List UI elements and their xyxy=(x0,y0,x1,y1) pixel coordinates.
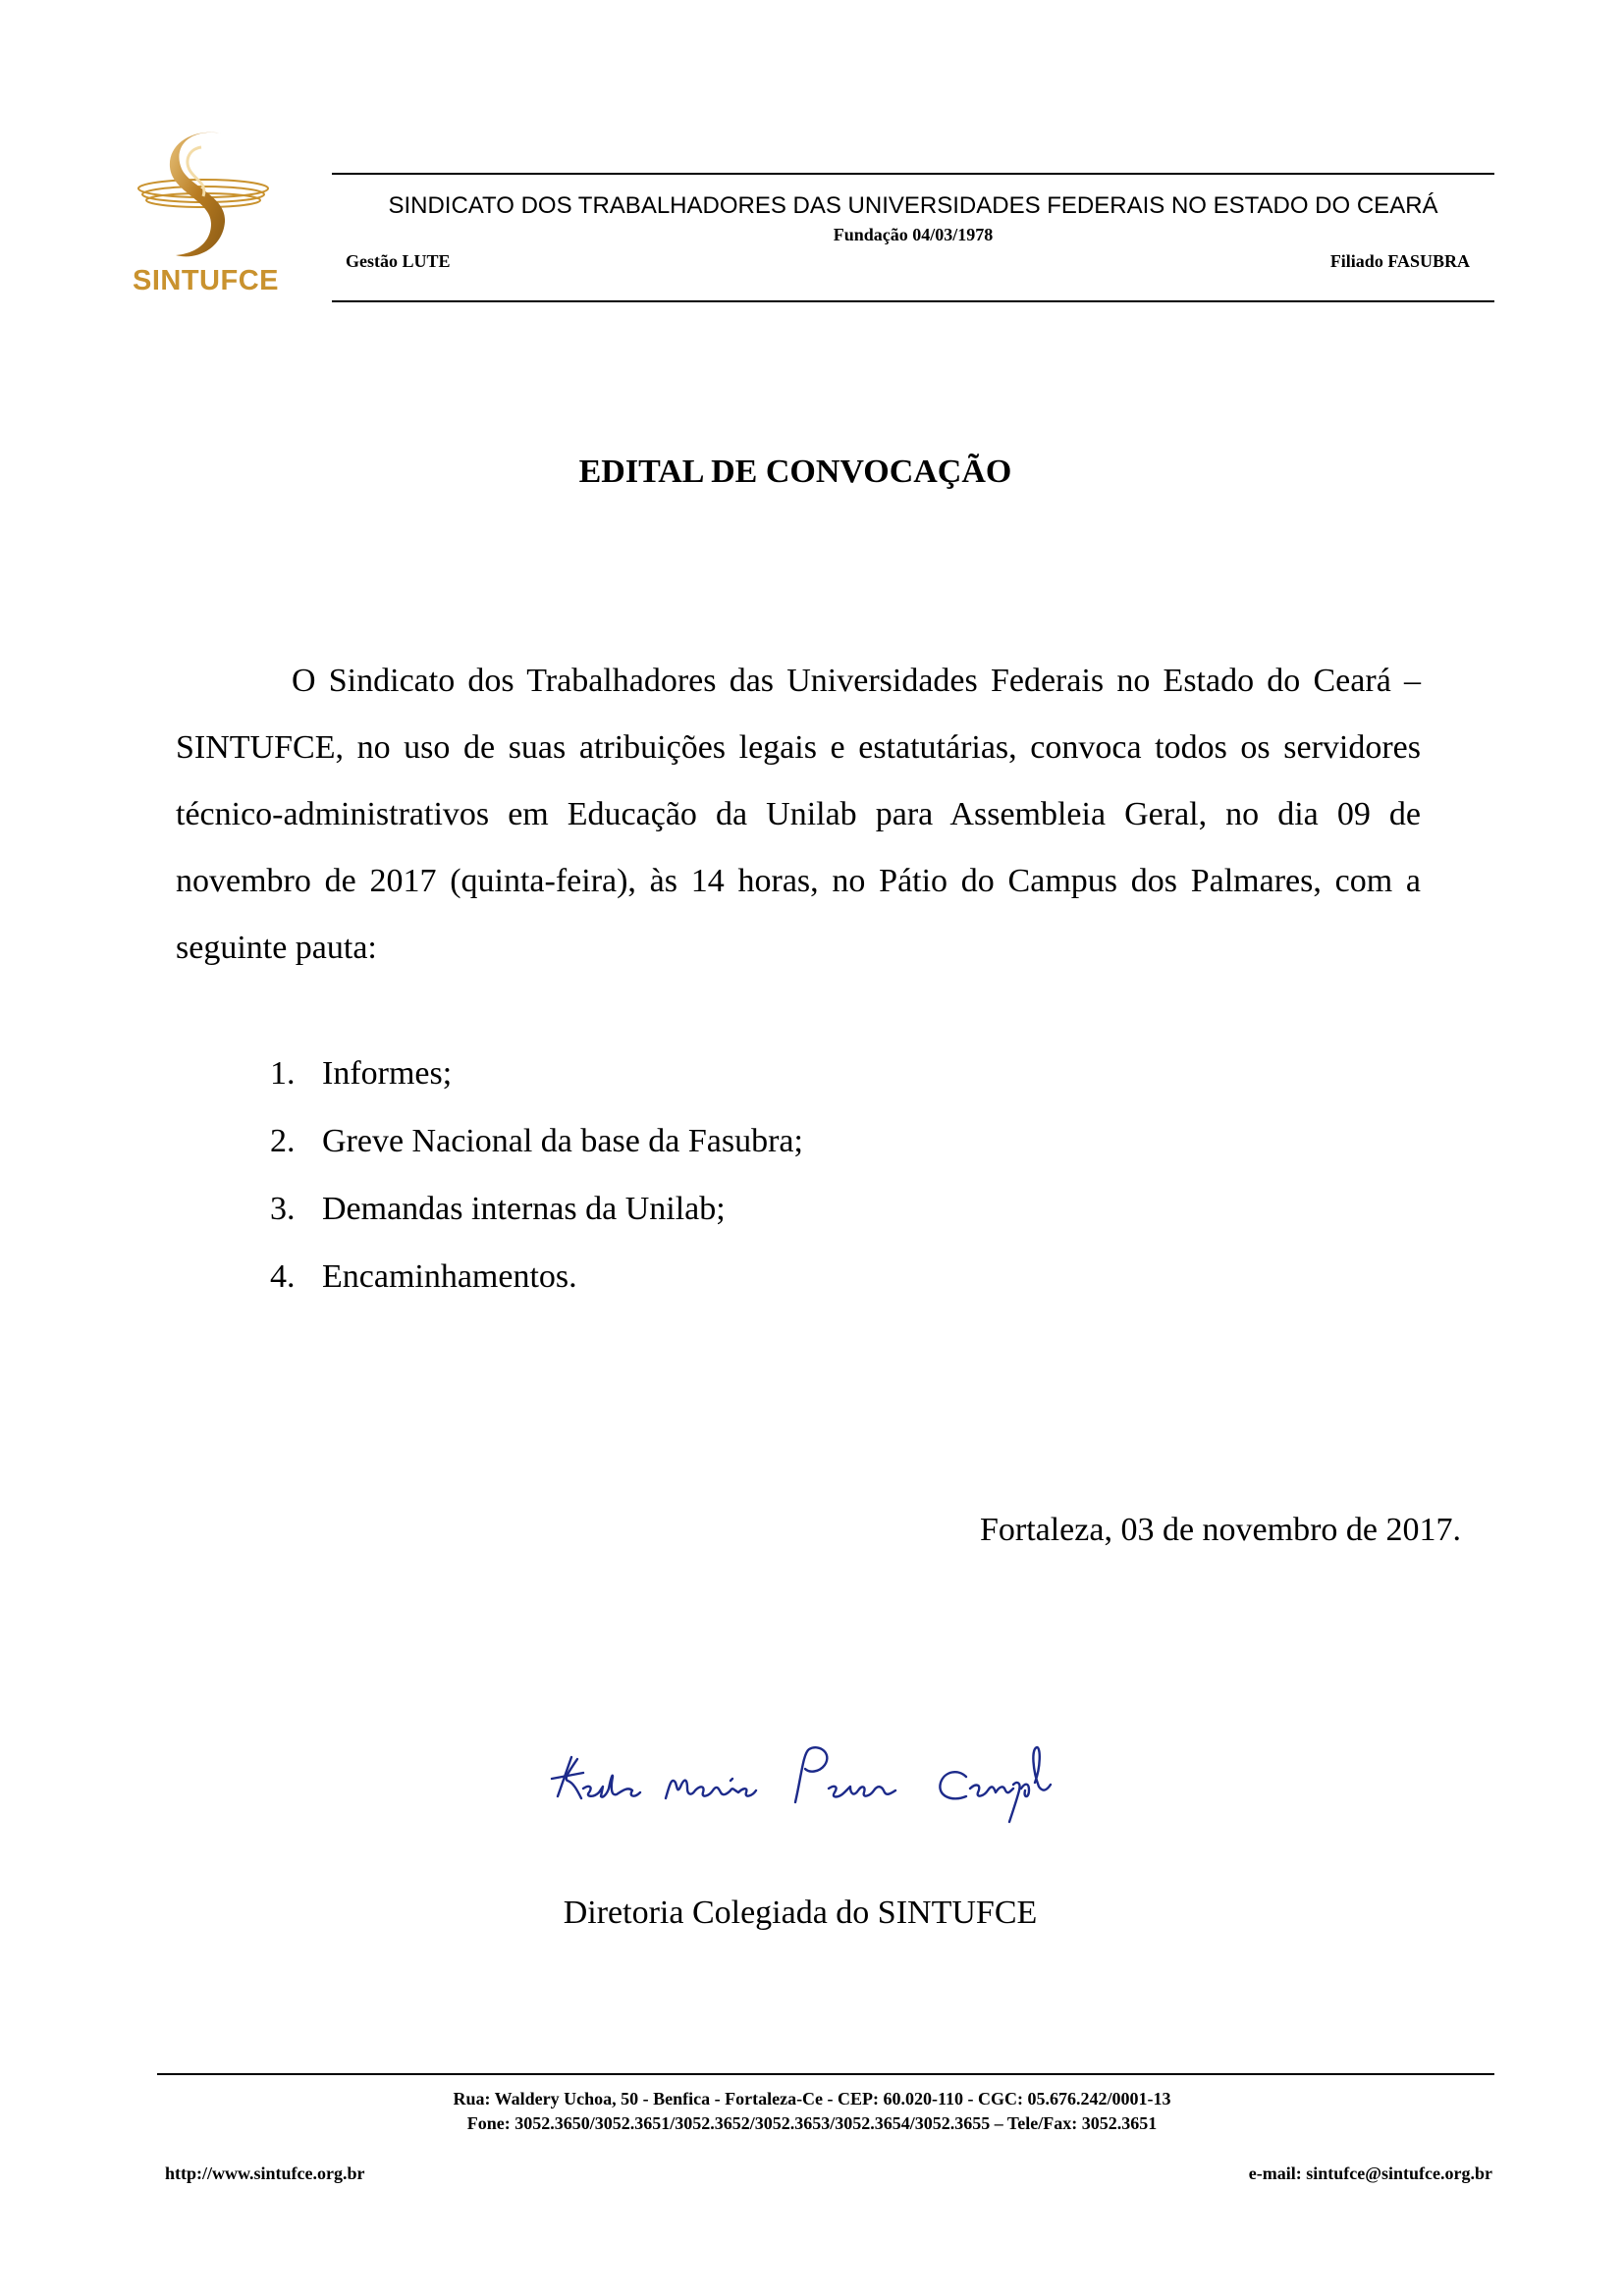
footer-rule xyxy=(157,2073,1494,2075)
signatory-name: Diretoria Colegiada do SINTUFCE xyxy=(563,1895,1038,1931)
agenda-item xyxy=(270,1184,803,1252)
agenda-item xyxy=(270,1048,803,1116)
footer-address-block xyxy=(0,2087,1624,2136)
footer-email-link[interactable]: e-mail: sintufce@sintufce.org.br xyxy=(1248,2163,1492,2183)
organization-name: SINDICATO DOS TRABALHADORES DAS UNIVERSIDADES FEDERAIS NO ESTADO DO CEARÁ xyxy=(388,192,1438,219)
agenda-item-text: Informes; xyxy=(322,1055,453,1092)
agenda-item-number: 2. xyxy=(270,1123,296,1159)
management-label: Gestão LUTE xyxy=(346,251,451,271)
agenda-item xyxy=(270,1116,803,1184)
footer-website-link[interactable]: http://www.sintufce.org.br xyxy=(165,2163,365,2183)
sintufce-logo xyxy=(133,128,279,304)
logo-emblem-icon xyxy=(133,128,275,265)
agenda-item-number: 1. xyxy=(270,1055,296,1092)
signature-scribble-icon xyxy=(538,1708,1068,1826)
place-and-date: Fortaleza, 03 de novembro de 2017. xyxy=(979,1512,1461,1548)
agenda-list xyxy=(270,1048,803,1319)
agenda-item xyxy=(270,1252,803,1319)
header-top-rule xyxy=(332,173,1494,175)
agenda-item-number: 4. xyxy=(270,1258,296,1295)
document-title: EDITAL DE CONVOCAÇÃO xyxy=(578,454,1012,490)
handwritten-signature xyxy=(538,1708,1068,1826)
agenda-item-text: Demandas internas da Unilab; xyxy=(322,1191,726,1227)
agenda-item-text: Greve Nacional da base da Fasubra; xyxy=(322,1123,803,1159)
footer-phones: Fone: 3052.3650/3052.3651/3052.3652/3052.3653/3052.3654/3052.3655 – Tele/Fax: 3052.3651 xyxy=(466,2113,1158,2133)
convocation-paragraph: O Sindicato dos Trabalhadores das Universidades Federais no Estado do Ceará – SINTUFCE, no uso de suas atribuições legais e estatutárias, convoca todos os servidores técnico-administrativos em Educação da Unilab para Assembleia Geral, no dia 09 de novembro de 2017 (quinta-feira), às 14 horas, no Pátio do Campus dos Palmares, com a seguinte pauta: xyxy=(176,663,1421,966)
agenda-item-text: Encaminhamentos. xyxy=(322,1258,577,1295)
agenda-item-number: 3. xyxy=(270,1191,296,1227)
footer-address: Rua: Waldery Uchoa, 50 - Benfica - Fortaleza-Ce - CEP: 60.020-110 - CGC: 05.676.242/0001-13 xyxy=(453,2089,1171,2109)
header-bottom-rule xyxy=(332,300,1494,302)
affiliation-label: Filiado FASUBRA xyxy=(1329,251,1470,271)
founding-date: Fundação 04/03/1978 xyxy=(833,225,994,244)
logo-wordmark: SINTUFCE xyxy=(133,265,279,296)
